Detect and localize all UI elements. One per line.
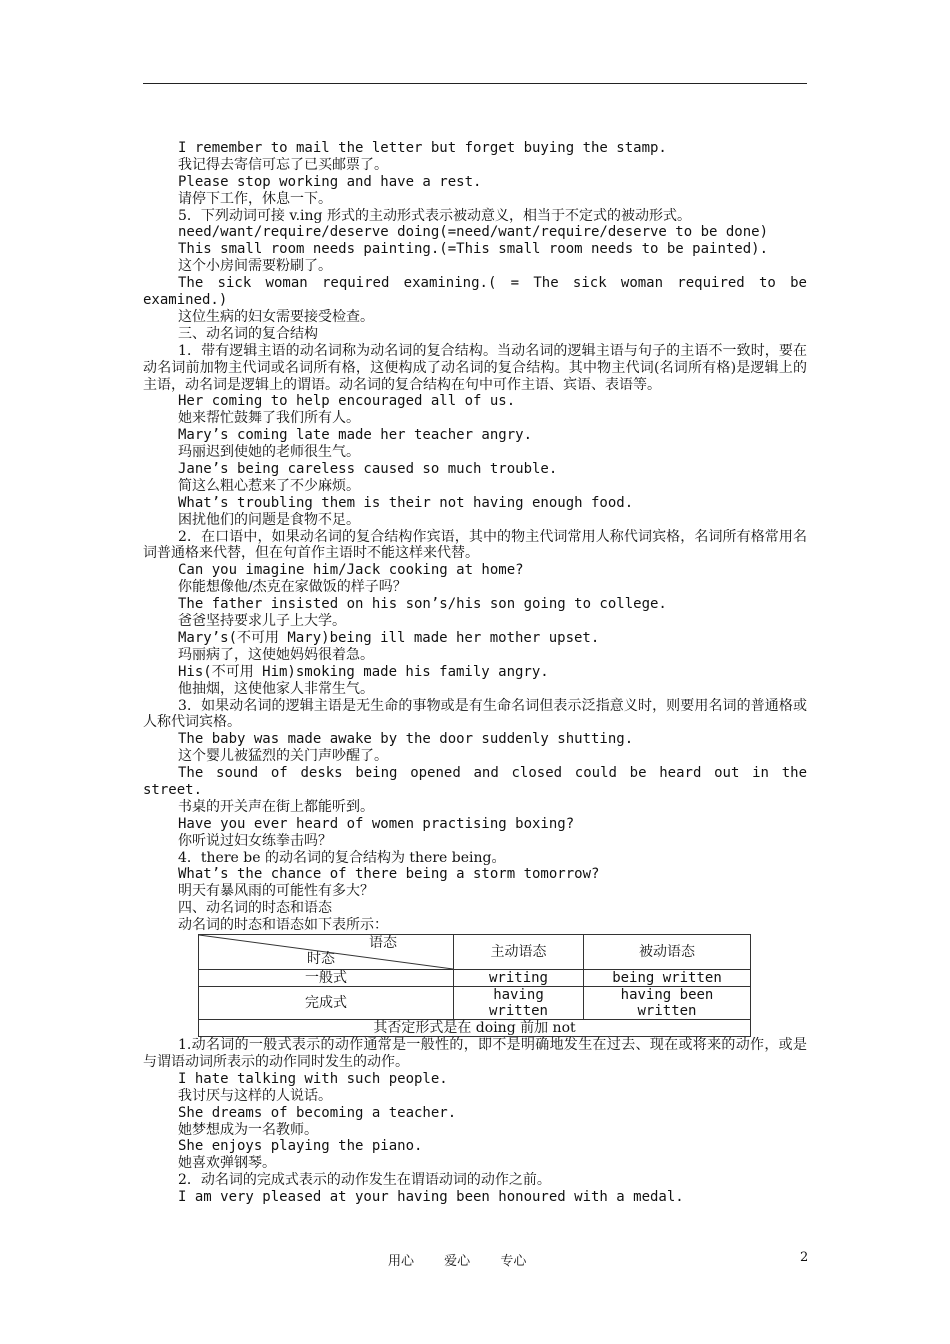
text-line: 她来帮忙鼓舞了我们所有人。: [178, 410, 360, 427]
text-line: Jane’s being careless caused so much trouble.: [178, 461, 558, 477]
text-line: 她喜欢弹钢琴。: [178, 1155, 276, 1172]
text-line: She dreams of becoming a teacher.: [178, 1104, 457, 1121]
row-simple-label: 一般式: [199, 970, 454, 987]
corner-voice-label: 语态: [369, 935, 397, 952]
text-line: 他抽烟，这使他家人非常生气。: [178, 680, 374, 697]
header-rule: [143, 83, 807, 84]
text-line: 我讨厌与这样的人说话。: [178, 1087, 332, 1104]
text-line: 玛丽病了，这使她妈妈很着急。: [178, 646, 374, 663]
page-number: 2: [800, 1250, 809, 1265]
footer-word-3: 专心: [500, 1254, 527, 1269]
text-line: 4．there be 的动名词的复合结构为 there being。: [178, 849, 506, 866]
table-corner-cell: [199, 935, 454, 970]
text-line: 书桌的开关声在街上都能听到。: [178, 798, 374, 815]
row-perfect-label: 完成式: [199, 987, 454, 1020]
text-line: Can you imagine him/Jack cooking at home?: [178, 562, 524, 579]
text-line: Please stop working and have a rest.: [178, 173, 482, 190]
tense-voice-table: [198, 934, 751, 1037]
text-line: 1.动名词的一般式表示的动作通常是一般性的，即不是明确地发生在过去、现在或将来的动作，或是与谓语动词所表示的动作同时发生的动作。: [143, 1037, 807, 1070]
text-line: 3．如果动名词的逻辑主语是无生命的事物或是有生命名词但表示泛指意义时，则要用名词的普通格或人称代词宾格。: [143, 697, 807, 731]
text-line: The baby was made awake by the door suddenly shutting.: [178, 731, 634, 748]
text-line: Mary’s(不可用 Mary)being ill made her mother upset.: [178, 629, 600, 646]
text-line: 四、动名词的时态和语态: [178, 900, 332, 917]
text-line: The sound of desks being opened and closed could be heard out in the street.: [143, 765, 807, 798]
text-line: This small room needs painting.(=This small room needs to be painted).: [178, 241, 769, 258]
text-line: 爸爸坚持要求儿子上大学。: [178, 613, 346, 630]
text-line: The sick woman required examining.( = The sick woman required to be examined.): [143, 275, 807, 309]
text-line: The father insisted on his son’s/his son going to college.: [178, 596, 667, 613]
text-line: 困扰他们的问题是食物不足。: [178, 511, 360, 528]
footer-word-2: 爱心: [444, 1254, 471, 1269]
footer-motto: [388, 1250, 552, 1269]
text-line: 这个婴儿被猛烈的关门声吵醒了。: [178, 748, 388, 765]
text-line: Her coming to help encouraged all of us.: [178, 393, 516, 410]
text-line: 这个小房间需要粉刷了。: [178, 258, 332, 275]
row-simple-active: writing: [454, 970, 584, 987]
corner-tense-label: 时态: [307, 951, 335, 968]
text-line: She enjoys playing the piano.: [178, 1138, 423, 1155]
row-perfect-active: having written: [454, 987, 584, 1020]
header-passive-voice: 被动语态: [584, 935, 751, 970]
text-line: 请停下工作，休息一下。: [178, 190, 332, 207]
text-line: 动名词的时态和语态如下表所示：: [178, 917, 388, 934]
text-line: 我记得去寄信可忘了已买邮票了。: [178, 156, 388, 173]
text-line: What’s troubling them is their not having enough food.: [178, 494, 634, 511]
text-line: need/want/require/deserve doing(=need/want/require/deserve to be done): [178, 224, 769, 241]
text-line: 三、动名词的复合结构: [178, 325, 318, 342]
text-line: I am very pleased at your having been honoured with a medal.: [178, 1189, 684, 1206]
document-body: [143, 140, 807, 1206]
text-line: Have you ever heard of women practising boxing?: [178, 815, 575, 832]
text-line: Mary’s coming late made her teacher angry.: [178, 427, 533, 444]
text-line: His(不可用 Him)smoking made his family angry.: [178, 663, 549, 680]
text-block-1: [143, 140, 807, 934]
footer-word-1: 用心: [388, 1254, 415, 1269]
text-line: 1．带有逻辑主语的动名词称为动名词的复合结构。当动名词的逻辑主语与句子的主语不一致时，要在动名词前加物主代词或名词所有格，这便构成了动名词的复合结构。其中物主代词(名词所有格)是逻辑上的主语，动名词是逻辑上的谓语。动名词的复合结构在句中可作主语、宾语、表语等。: [143, 342, 807, 393]
text-line: 你能想像他/杰克在家做饭的样子吗？: [178, 579, 407, 596]
text-line: I remember to mail the letter but forget buying the stamp.: [178, 140, 667, 156]
row-simple-passive: being written: [584, 970, 751, 987]
table-note: 其否定形式是在 doing 前加 not: [199, 1020, 751, 1037]
text-line: 玛丽迟到使她的老师很生气。: [178, 444, 360, 461]
text-line: 5．下列动词可接 v.ing 形式的主动形式表示被动意义，相当于不定式的被动形式。: [178, 207, 691, 224]
text-line: What’s the chance of there being a storm tomorrow?: [178, 866, 600, 883]
text-block-2: [143, 1037, 807, 1206]
text-line: 你听说过妇女练拳击吗？: [178, 832, 332, 849]
text-line: 2．动名词的完成式表示的动作发生在谓语动词的动作之前。: [178, 1172, 551, 1189]
text-line: 这位生病的妇女需要接受检查。: [178, 308, 374, 325]
text-line: 简这么粗心惹来了不少麻烦。: [178, 477, 360, 494]
text-line: 她梦想成为一名教师。: [178, 1121, 318, 1138]
text-line: I hate talking with such people.: [178, 1070, 448, 1087]
header-active-voice: 主动语态: [454, 935, 584, 970]
text-line: 2．在口语中，如果动名词的复合结构作宾语，其中的物主代词常用人称代词宾格，名词所有格常用名词普通格来代替，但在句首作主语时不能这样来代替。: [143, 528, 807, 562]
row-perfect-passive: having been written: [584, 987, 751, 1020]
text-line: 明天有暴风雨的可能性有多大？: [178, 883, 374, 900]
